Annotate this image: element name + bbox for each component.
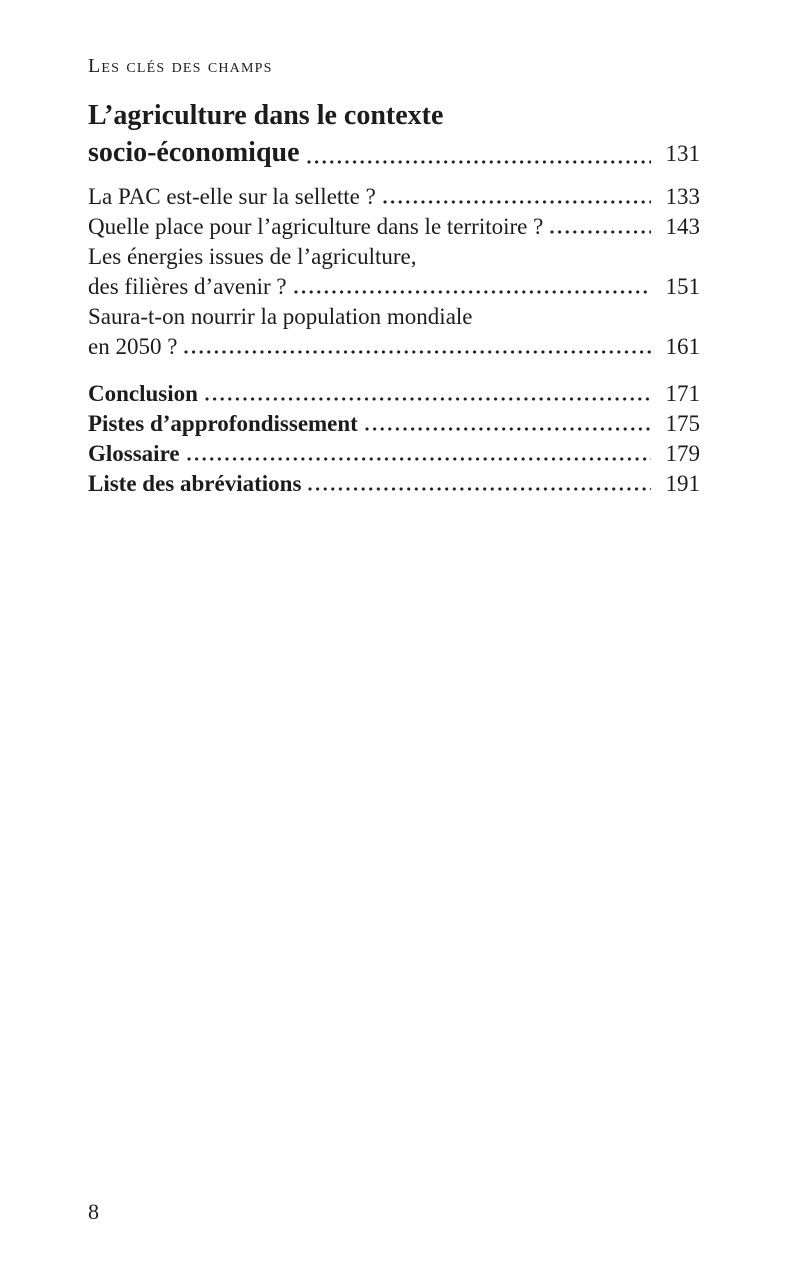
toc-page-number: 175 (665, 411, 700, 436)
toc-back-matter (88, 379, 700, 499)
dot-leader (187, 439, 651, 469)
toc-entry (88, 379, 700, 409)
table-of-contents (88, 97, 700, 499)
toc-entry-title: Liste des abréviations (88, 471, 302, 496)
dot-leader (205, 379, 651, 409)
toc-page-number: 191 (665, 471, 700, 496)
dot-leader (383, 182, 651, 212)
toc-page-number: 151 (665, 274, 700, 299)
toc-page-number: 131 (665, 141, 700, 166)
toc-entry-title: des filières d’avenir ? (88, 274, 287, 299)
dot-leader (294, 272, 651, 302)
page-number: 8 (88, 1199, 99, 1224)
dot-leader (184, 332, 651, 362)
dot-leader (308, 469, 651, 499)
toc-entry (88, 182, 700, 212)
toc-entry-title: Les énergies issues de l’agriculture, (88, 244, 417, 269)
toc-heading-line: socio-économique (88, 137, 300, 168)
toc-page-number: 161 (665, 334, 700, 359)
dot-leader (365, 409, 651, 439)
running-header: Les clés des champs (88, 55, 273, 77)
toc-entry (88, 409, 700, 439)
toc-section-heading (88, 97, 700, 172)
toc-entry (88, 212, 700, 242)
toc-entry-title: Quelle place pour l’agriculture dans le territoire ? (88, 214, 544, 239)
toc-entry-title: Glossaire (88, 441, 180, 466)
toc-page-number: 143 (665, 214, 700, 239)
toc-entry-title: La PAC est-elle sur la sellette ? (88, 184, 376, 209)
dot-leader (307, 134, 651, 172)
toc-entries (88, 182, 700, 362)
toc-page-number: 179 (665, 441, 700, 466)
toc-page-number: 133 (665, 184, 700, 209)
toc-entry-title: Pistes d’approfondissement (88, 411, 358, 436)
toc-entry (88, 242, 700, 302)
dot-leader (550, 212, 651, 242)
toc-heading-row (88, 134, 700, 172)
toc-entry (88, 469, 700, 499)
toc-entry-title: Conclusion (88, 381, 198, 406)
toc-entry-title: Saura-t-on nourrir la population mondiale (88, 304, 473, 329)
toc-entry (88, 439, 700, 469)
toc-heading-line: L’agriculture dans le contexte (88, 100, 444, 131)
toc-page-number: 171 (665, 381, 700, 406)
toc-entry-title: en 2050 ? (88, 334, 178, 359)
toc-entry (88, 302, 700, 362)
